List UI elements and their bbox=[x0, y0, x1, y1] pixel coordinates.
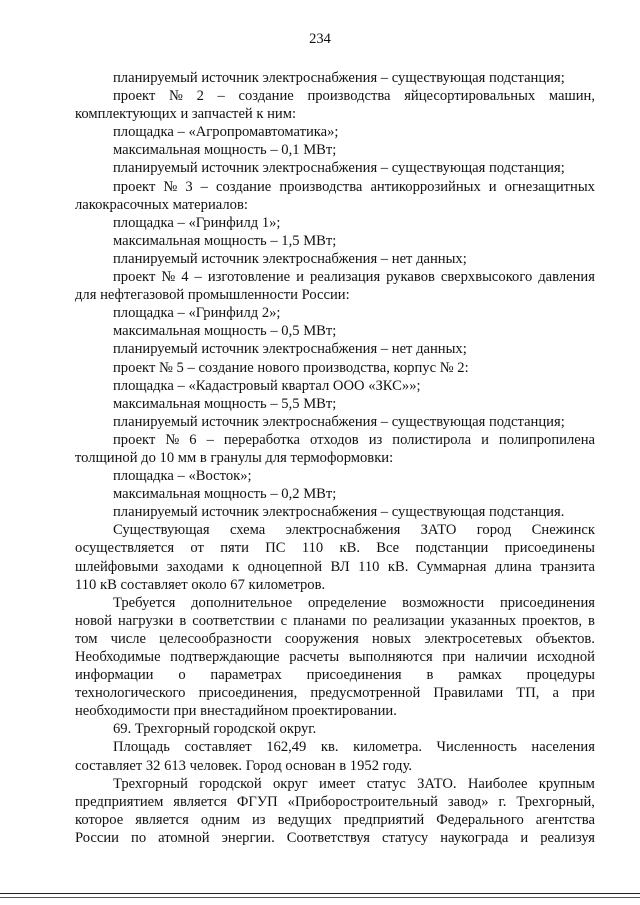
text-line: планируемый источник электроснабжения – нет данных; bbox=[113, 250, 467, 267]
page-number: 234 bbox=[309, 31, 331, 47]
text-line: проект № 5 – создание нового производства, корпус № 2: bbox=[113, 359, 469, 376]
bottom-rule-secondary bbox=[0, 897, 640, 898]
text-line: проект № 2 – создание производства яйцесортировальных машин, bbox=[113, 88, 595, 105]
text-line: максимальная мощность – 0,5 МВт; bbox=[113, 323, 337, 340]
text-line: площадка – «Агропромавтоматика»; bbox=[113, 124, 339, 141]
text-line: планируемый источник электроснабжения – существующая подстанция; bbox=[113, 160, 565, 177]
text-line: площадка – «Гринфилд 1»; bbox=[113, 214, 281, 231]
text-line: проект № 4 – изготовление и реализация рукавов сверхвысокого давления bbox=[113, 269, 595, 286]
text-line: планируемый источник электроснабжения – существующая подстанция; bbox=[113, 70, 565, 86]
text-line: России по атомной энергии. Соответствуя статусу наукограда и реализуя bbox=[75, 829, 595, 846]
text-line: проект № 6 – переработка отходов из полистирола и полипропилена bbox=[113, 431, 595, 448]
text-line: Площадь составляет 162,49 кв. километра. Численность населения bbox=[113, 739, 595, 756]
text-line: толщиной до 10 мм в гранулы для термоформовки: bbox=[75, 449, 394, 466]
text-line: максимальная мощность – 0,1 МВт; bbox=[113, 142, 337, 159]
text-line: шлейфовыми заходами к одноцепной ВЛ 110 кВ. Суммарная длина транзита bbox=[75, 558, 595, 575]
bottom-rule bbox=[0, 893, 640, 894]
text-line: планируемый источник электроснабжения – существующая подстанция; bbox=[113, 413, 565, 430]
text-line: осуществляется от пяти ПС 110 кВ. Все подстанции присоединены bbox=[75, 540, 595, 557]
text-line: Требуется дополнительное определение возможности присоединения bbox=[113, 594, 595, 611]
text-line: проект № 3 – создание производства антикоррозийных и огнезащитных bbox=[113, 178, 595, 195]
text-line: технологического присоединения, предусмотренной Правилами ТП, а при bbox=[75, 685, 595, 702]
text-line: Необходимые подтверждающие расчеты выполняются при наличии исходной bbox=[75, 649, 595, 665]
text-line: комплектующих и запчастей к ним: bbox=[75, 106, 297, 123]
text-line: планируемый источник электроснабжения – существующая подстанция. bbox=[113, 504, 565, 521]
document-body bbox=[75, 69, 595, 847]
text-line: максимальная мощность – 0,2 МВт; bbox=[113, 486, 337, 503]
text-line: Существующая схема электроснабжения ЗАТО город Снежинск bbox=[113, 522, 595, 539]
text-line: 69. Трехгорный городской округ. bbox=[113, 721, 317, 738]
text-line: необходимости при внестадийном проектировании. bbox=[75, 703, 397, 720]
text-line: которое является одним из ведущих предприятий Федерального агентства bbox=[75, 811, 595, 828]
text-line: максимальная мощность – 5,5 МВт; bbox=[113, 395, 337, 412]
text-line: максимальная мощность – 1,5 МВт; bbox=[113, 232, 337, 249]
text-line: предприятием является ФГУП «Приборостроительный завод» г. Трехгорный, bbox=[75, 793, 595, 810]
text-line: площадка – «Кадастровый квартал ООО «ЗКС»»; bbox=[113, 377, 421, 394]
text-line: 110 кВ составляет около 67 километров. bbox=[75, 576, 326, 593]
text-line: планируемый источник электроснабжения – нет данных; bbox=[113, 341, 467, 358]
text-line: Трехгорный городской округ имеет статус ЗАТО. Наиболее крупным bbox=[113, 775, 595, 792]
text-line: составляет 32 613 человек. Город основан в 1952 году. bbox=[75, 757, 413, 774]
text-line: новой нагрузки в соответствии с планами по реализации указанных проектов, в bbox=[75, 612, 595, 629]
text-line: для нефтегазовой промышленности России: bbox=[75, 287, 350, 304]
text-line: площадка – «Гринфилд 2»; bbox=[113, 305, 281, 322]
text-line: информации о параметрах присоединения в рамках процедуры bbox=[75, 667, 595, 684]
text-line: лакокрасочных материалов: bbox=[75, 196, 248, 213]
text-line: площадка – «Восток»; bbox=[113, 468, 252, 485]
text-line: том числе целесообразности сооружения новых электросетевых объектов. bbox=[75, 630, 595, 647]
